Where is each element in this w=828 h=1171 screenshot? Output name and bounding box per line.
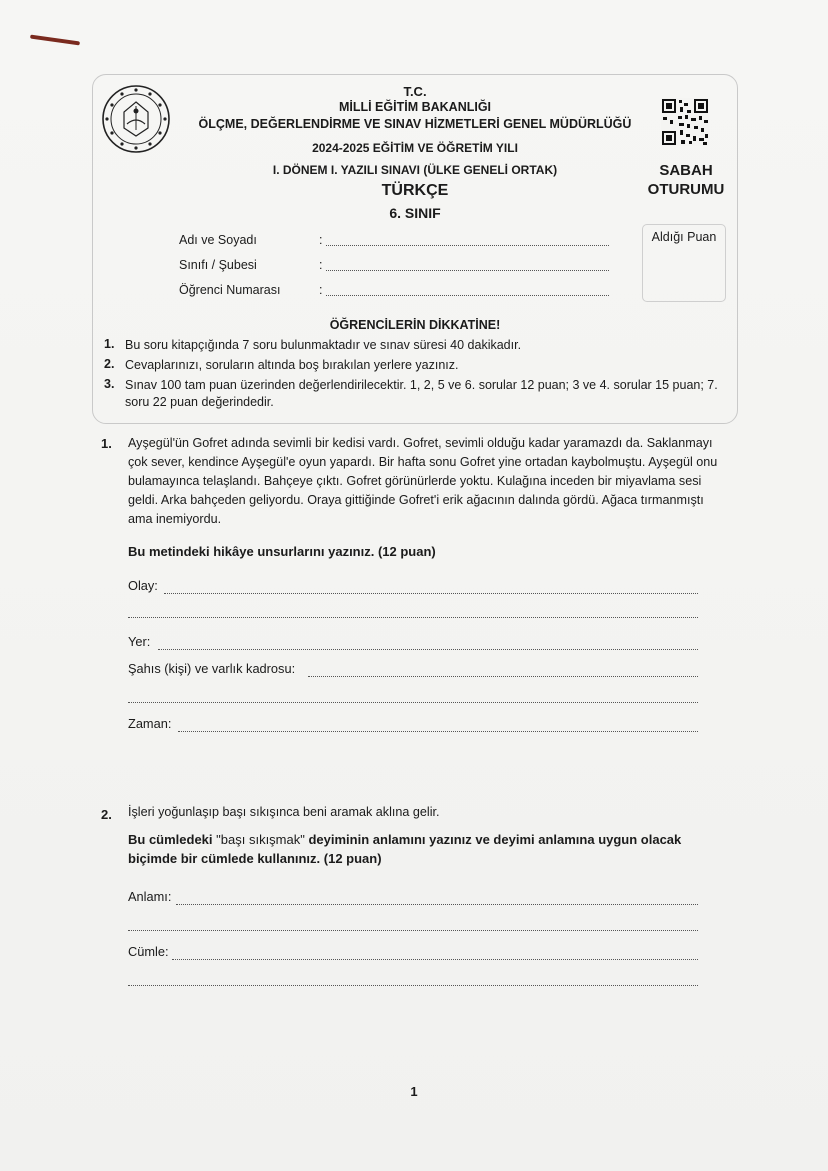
pen-mark [30, 35, 80, 46]
rule-text: Bu soru kitapçığında 7 soru bulunmaktadır ve sınav süresi 40 dakikadır. [125, 338, 522, 352]
notice-title: ÖĞRENCİLERİN DİKKATİNE! [329, 318, 501, 332]
olay-answer-line[interactable] [164, 581, 698, 594]
number-field-label: Öğrenci Numarası [179, 283, 281, 297]
number-field-line[interactable] [326, 283, 609, 296]
qr-code-icon [661, 98, 709, 146]
instruction-part: Bu cümledeki [128, 832, 213, 847]
header-academic-year: 2024-2025 EĞİTİM VE ÖĞRETİM YILI [312, 141, 518, 155]
rule-text: Sınav 100 tam puan üzerinden değerlendirilecektir. 1, 2, 5 ve 6. sorular 12 puan; 3 ve 4. sorular 15 puan; 7. soru 22 puan değerindedir. [125, 378, 718, 409]
name-field-line[interactable] [326, 233, 609, 246]
question-2-number: 2. [101, 807, 112, 822]
score-box[interactable] [642, 224, 726, 302]
question-1-passage: Ayşegül'ün Gofret adında sevimli bir kedisi vardı. Gofret, sevimli olduğu kadar yaramazdı da. Saklanmayı çok sever, kendince Ayşegül'e oyun yapardı. Bir hafta sonu Gofret yine ortadan kaybolmuştu. Ayşegül onu bulamayınca telaşlandı. Bahçeye çıktı. Gofret görünürlerde yoktu. Kulağına inceden bir miyavlama sesi geldi. Arka bahçeden geliyordu. Oraya gittiğinde Gofret'i erik ağacının dalında gördü. Ağaca tırmanmıştı ama inemiyordu. [128, 436, 718, 526]
name-field-label: Adı ve Soyadı [179, 233, 257, 247]
instruction-part: deyiminin anlamını yazınız ve deyimi anlamına uygun olacak biçimde bir cümlede kullanınız. (12 puan) [128, 832, 682, 866]
class-field-line[interactable] [326, 258, 609, 271]
class-field-label: Sınıfı / Şubesi [179, 258, 257, 272]
header-grade: 6. SINIF [389, 205, 441, 221]
class-field-sep: : [319, 258, 323, 272]
zaman-answer-line[interactable] [178, 719, 698, 732]
page-number: 1 [410, 1084, 418, 1099]
olay-answer-line-2[interactable] [128, 605, 698, 618]
session-label-line2: OTURUMU [647, 181, 725, 198]
cumle-answer-line[interactable] [172, 947, 698, 960]
yer-answer-line[interactable] [158, 637, 698, 650]
score-label: Aldığı Puan [651, 230, 717, 244]
olay-label: Olay: [128, 578, 158, 593]
header-directorate: ÖLÇME, DEĞERLENDİRME VE SINAV HİZMETLERİ GENEL MÜDÜRLÜĞÜ [198, 117, 632, 131]
anlami-answer-line-2[interactable] [128, 918, 698, 931]
header-ministry: MİLLİ EĞİTİM BAKANLIĞI [338, 100, 492, 114]
number-field-sep: : [319, 283, 323, 297]
question-1-number: 1. [101, 436, 112, 451]
rule-number: 3. [104, 377, 115, 391]
question-2-instruction [128, 830, 728, 868]
rule-number: 2. [104, 357, 115, 371]
anlami-label: Anlamı: [128, 889, 172, 904]
session-label-line1: SABAH [659, 162, 713, 179]
anlami-answer-line[interactable] [176, 892, 698, 905]
question-1-instruction: Bu metindeki hikâye unsurlarını yazınız. (12 puan) [128, 544, 436, 559]
sahis-label: Şahıs (kişi) ve varlık kadrosu: [128, 661, 296, 676]
idiom-quote: "başı sıkışmak" [216, 832, 305, 847]
cumle-answer-line-2[interactable] [128, 973, 698, 986]
zaman-label: Zaman: [128, 716, 172, 731]
header-subject: TÜRKÇE [381, 182, 449, 199]
yer-label: Yer: [128, 634, 151, 649]
rule-number: 1. [104, 337, 115, 351]
name-field-sep: : [319, 233, 323, 247]
question-2-sentence: İşleri yoğunlaşıp başı sıkışınca beni aramak aklına gelir. [128, 805, 440, 819]
cumle-label: Cümle: [128, 944, 169, 959]
ministry-seal-icon [101, 84, 171, 154]
sahis-answer-line[interactable] [308, 664, 698, 677]
sahis-answer-line-2[interactable] [128, 690, 698, 703]
header-exam-title: I. DÖNEM I. YAZILI SINAVI (ÜLKE GENELİ ORTAK) [272, 163, 558, 177]
rule-text: Cevaplarınızı, soruların altında boş bırakılan yerlere yazınız. [125, 358, 459, 372]
header-tc: T.C. [403, 84, 427, 99]
